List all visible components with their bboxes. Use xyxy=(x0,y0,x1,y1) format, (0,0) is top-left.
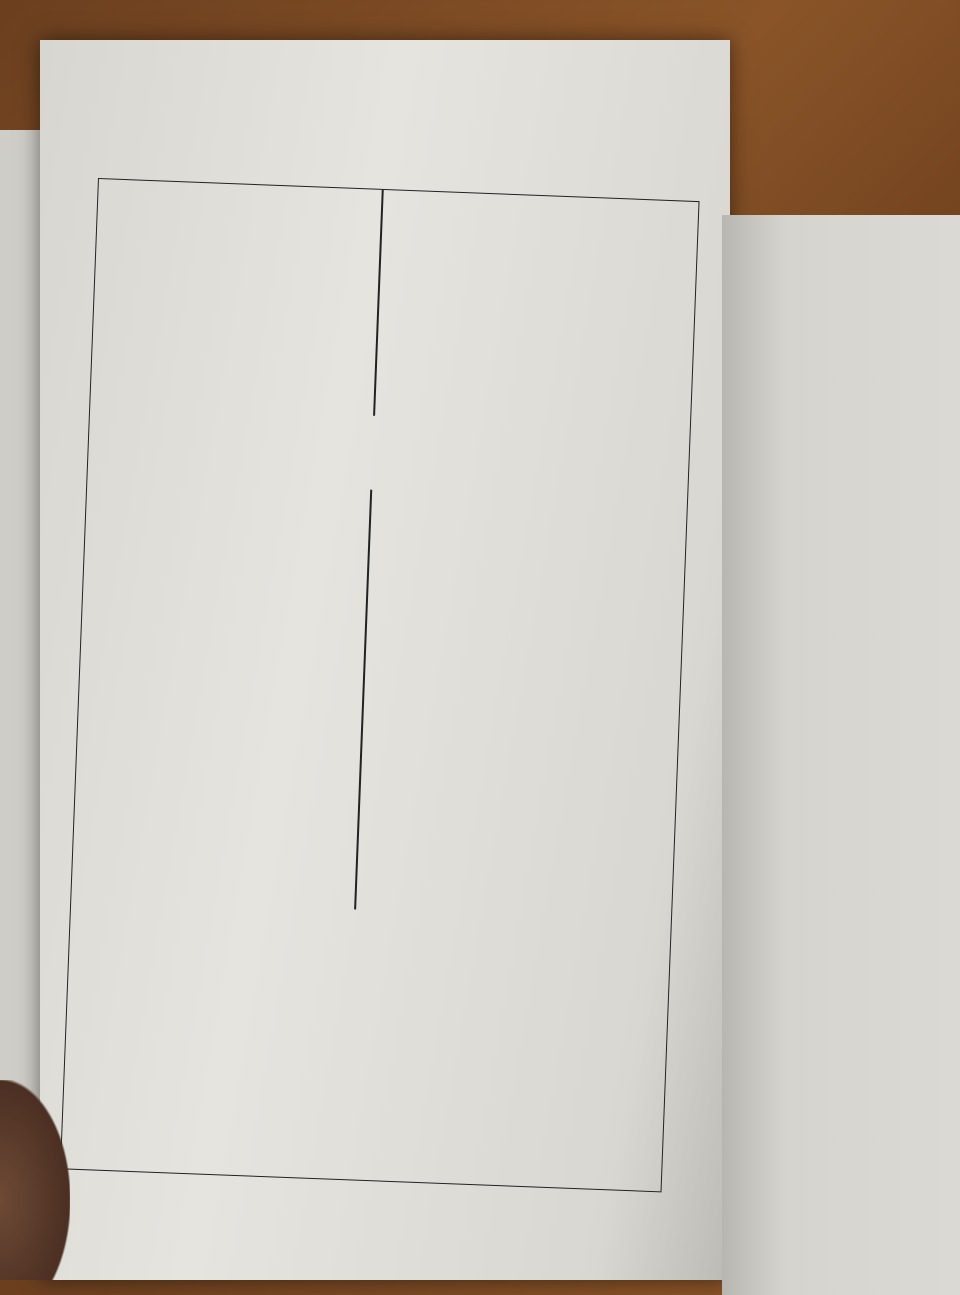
resten-entries xyxy=(386,512,636,522)
section-heading-kristendom xyxy=(95,489,365,499)
section-heading-danielsboken xyxy=(396,264,646,274)
section-heading-historiske xyxy=(95,485,365,495)
section-heading-resten-line3 xyxy=(386,512,636,522)
deuterojesaja-entries xyxy=(106,213,376,223)
section-heading-synopsen xyxy=(95,489,365,499)
section-heading-resten-line2 xyxy=(386,512,636,522)
ot-left-column xyxy=(106,203,376,223)
section-heading-jeremias xyxy=(106,209,376,219)
heading-nt xyxy=(89,435,689,458)
nt-left-column xyxy=(95,479,365,499)
section-heading-kristendom-line2 xyxy=(95,489,365,499)
skrift-entries xyxy=(228,985,508,996)
column-divider xyxy=(373,190,383,416)
section-heading-resten xyxy=(386,512,636,522)
section-heading-johannes xyxy=(95,489,365,499)
thumb xyxy=(0,1080,70,1280)
column-divider-nt xyxy=(354,490,372,910)
synopsen-entries xyxy=(95,489,365,499)
johannes-entries xyxy=(95,489,365,499)
toc-frame xyxy=(60,178,700,1192)
heading-skrift xyxy=(70,930,670,953)
historiske-entries xyxy=(95,485,365,495)
jeremias-entries xyxy=(106,209,376,219)
ot-right-entries xyxy=(397,247,647,257)
right-page xyxy=(722,215,960,1295)
nt-right-top-entries xyxy=(387,490,637,500)
table-of-contents xyxy=(61,179,699,1191)
ot-right-column xyxy=(396,247,647,275)
skrift-column xyxy=(228,985,508,996)
danielsboken-entries xyxy=(396,264,646,274)
kristendom-entries xyxy=(95,489,365,499)
section-heading-deuterojesaja xyxy=(106,213,376,223)
heading-literature xyxy=(64,1090,664,1113)
nt-right-column xyxy=(386,490,637,522)
section-heading-paulus xyxy=(386,510,636,520)
paulus-entries xyxy=(386,510,636,520)
